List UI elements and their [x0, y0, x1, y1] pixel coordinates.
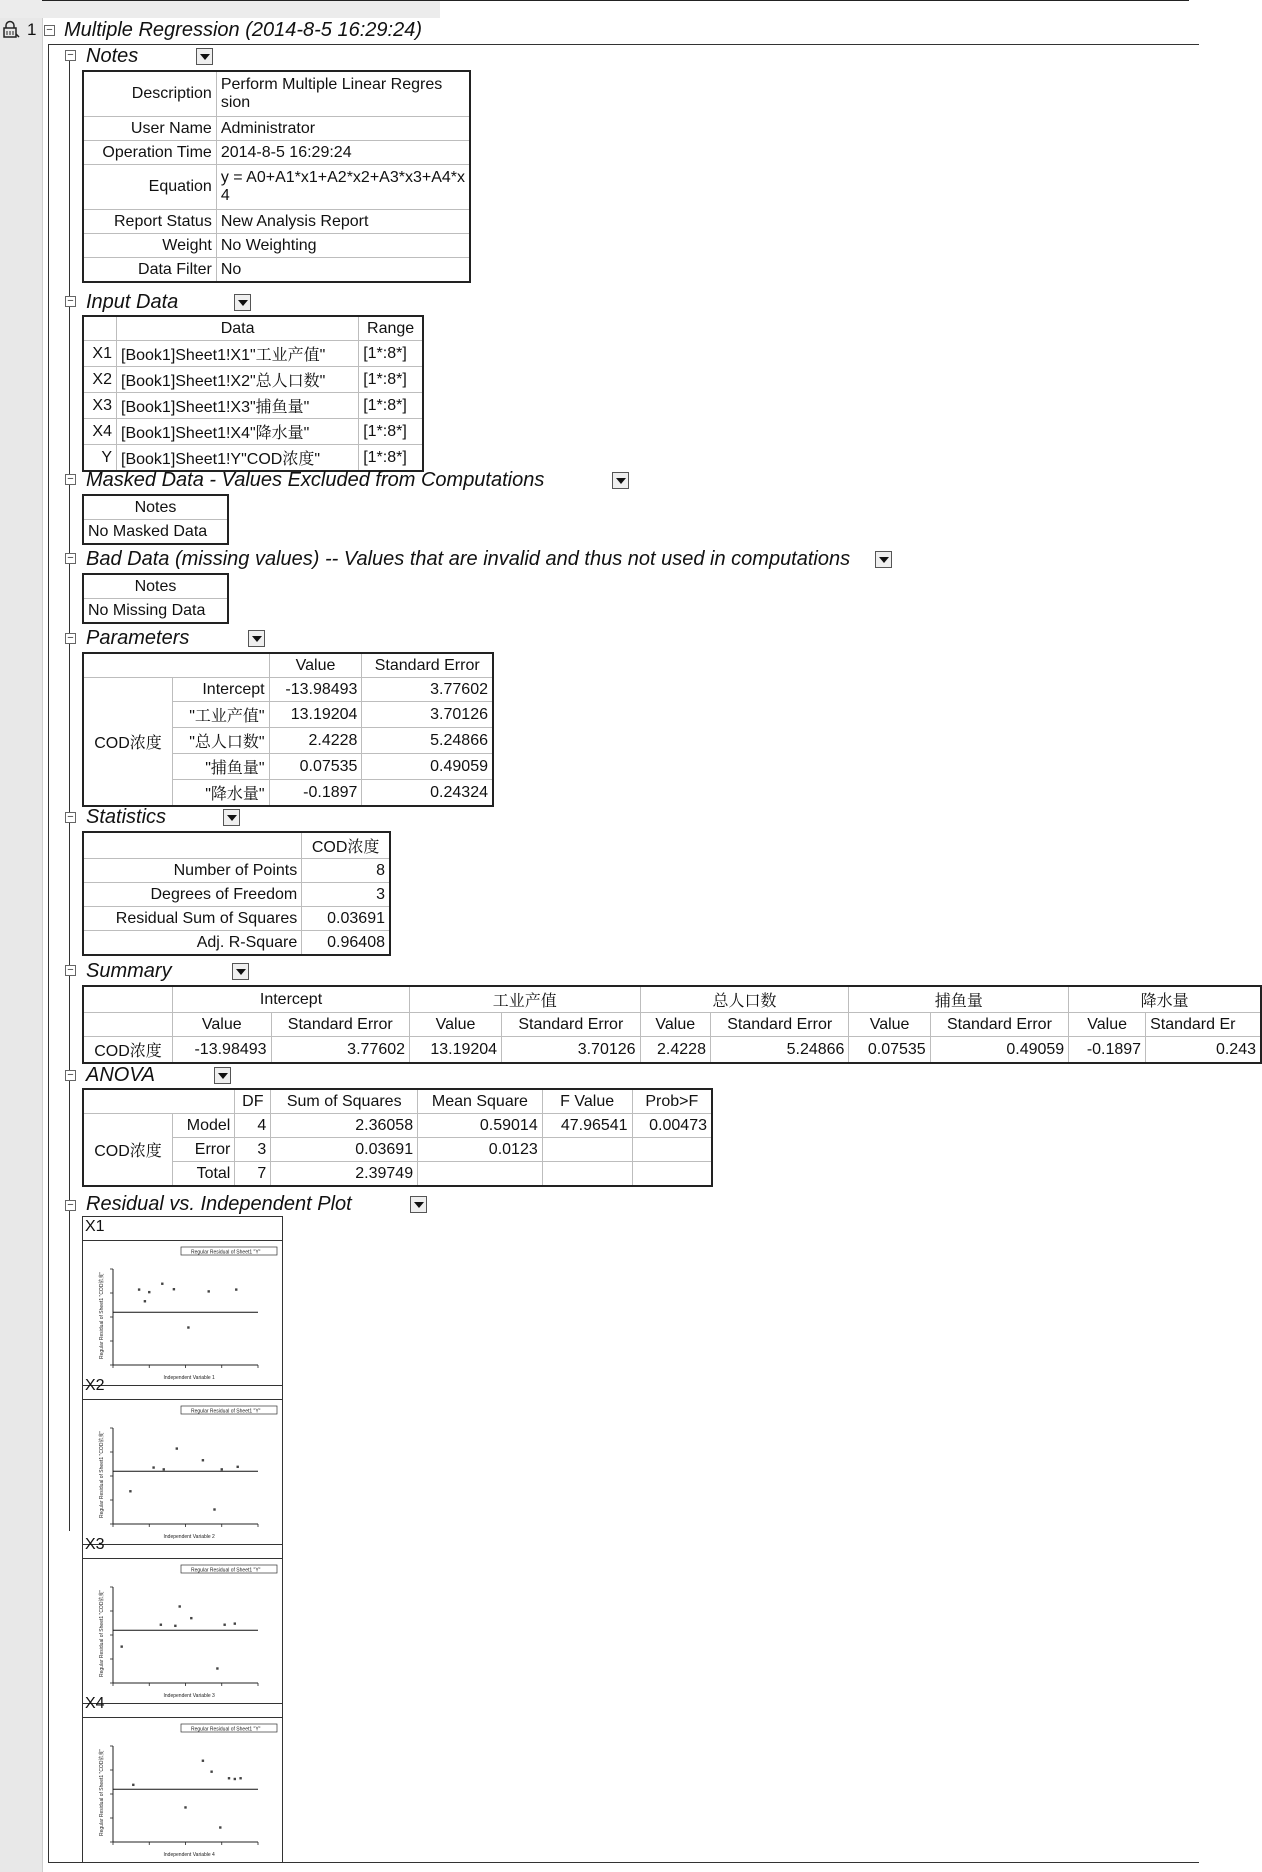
input-data-cell: [Book1]Sheet1!X4"降水量" [117, 419, 359, 445]
residual-title: Residual vs. Independent Plot [86, 1193, 352, 1215]
plot-label: X4 [85, 1695, 105, 1712]
residual-plot-svg [83, 1718, 282, 1862]
summary-table [82, 985, 1262, 1064]
residual-plot-x2[interactable] [82, 1399, 283, 1545]
anova-f: 47.96541 [542, 1114, 632, 1138]
summary-cell: 13.19204 [410, 1037, 502, 1064]
collapse-anova-icon[interactable]: − [65, 1070, 76, 1081]
plot-legend-text: Regular Residual of Sheet1 "Y" [191, 1726, 261, 1733]
corner-cell [83, 653, 269, 678]
plot-point [163, 1468, 165, 1470]
summary-cell: 3.77602 [271, 1037, 409, 1064]
notes-label: Data Filter [83, 258, 216, 283]
summary-sub-header: Standard Error [271, 1013, 409, 1037]
col-header: Value [269, 653, 362, 678]
plot-point [129, 1490, 131, 1492]
input-data-cell: [Book1]Sheet1!X3"捕鱼量" [117, 393, 359, 419]
parameters-dropdown-button[interactable] [248, 630, 265, 647]
input-data-dropdown-button[interactable] [234, 294, 251, 311]
input-range-cell: [1*:8*] [359, 341, 423, 367]
plot-point [148, 1291, 150, 1293]
summary-sub-header: Value [1069, 1013, 1146, 1037]
stat-value: 0.03691 [302, 907, 390, 931]
notes-label: Operation Time [83, 141, 216, 165]
plot-point [202, 1459, 204, 1461]
col-header: Data [117, 316, 359, 341]
summary-dropdown-button[interactable] [232, 963, 249, 980]
bad-data-value: No Missing Data [83, 599, 228, 624]
anova-ss: 0.03691 [271, 1138, 418, 1162]
collapse-statistics-icon[interactable]: − [65, 812, 76, 823]
summary-cell: -13.98493 [173, 1037, 272, 1064]
collapse-bad-icon[interactable]: − [65, 553, 76, 564]
col-header: Notes [83, 574, 228, 599]
summary-cell: 0.49059 [930, 1037, 1068, 1064]
residual-plot-svg [83, 1400, 282, 1544]
anova-f [542, 1138, 632, 1162]
plot-point [234, 1778, 236, 1780]
plot-point [208, 1290, 210, 1292]
summary-sub-header: Value [640, 1013, 710, 1037]
param-se: 3.77602 [362, 678, 493, 702]
anova-ms: 0.59014 [418, 1114, 543, 1138]
notes-value: Administrator [216, 117, 470, 141]
anova-ms: 0.0123 [418, 1138, 543, 1162]
col-header: Notes [83, 495, 228, 520]
residual-plot-x1[interactable] [82, 1240, 283, 1386]
row-header: X4 [83, 419, 117, 445]
param-name: Intercept [173, 678, 270, 702]
summary-sub-header: Standard Error [710, 1013, 848, 1037]
stat-value: 3 [302, 883, 390, 907]
masked-dropdown-button[interactable] [612, 472, 629, 489]
anova-p: 0.00473 [632, 1114, 712, 1138]
notes-value: No Weighting [216, 234, 470, 258]
summary-sub-header: Value [173, 1013, 272, 1037]
row-header: X3 [83, 393, 117, 419]
corner-cell [83, 1089, 235, 1114]
notes-value-line: sion [220, 94, 251, 111]
plot-point [190, 1617, 192, 1619]
report-title: Multiple Regression (2014-8-5 16:29:24) [64, 19, 422, 41]
statistics-dropdown-button[interactable] [223, 809, 240, 826]
summary-title: Summary [86, 960, 172, 982]
plot-point [152, 1466, 154, 1468]
param-se: 0.24324 [362, 780, 493, 807]
plot-point [237, 1466, 239, 1468]
notes-title: Notes [86, 45, 139, 67]
notes-label: Description [83, 71, 216, 117]
plot-y-label: Regular Residual of Sheet1 "COD浓度" [99, 1589, 105, 1677]
residual-plot-x3[interactable] [82, 1558, 283, 1704]
plot-point [160, 1624, 162, 1626]
parameters-title: Parameters [86, 627, 190, 649]
masked-value: No Masked Data [83, 520, 228, 545]
plot-point [228, 1777, 230, 1779]
parameters-table [82, 652, 494, 807]
masked-title: Masked Data - Values Excluded from Computations [86, 469, 545, 491]
anova-source: Total [173, 1162, 235, 1187]
anova-ss: 2.39749 [271, 1162, 418, 1187]
anova-p [632, 1138, 712, 1162]
input-range-cell: [1*:8*] [359, 419, 423, 445]
corner-cell [83, 316, 117, 341]
col-header: Prob>F [632, 1089, 712, 1114]
input-data-table [82, 315, 424, 472]
plot-point [187, 1326, 189, 1328]
row-header: X2 [83, 367, 117, 393]
anova-df: 4 [235, 1114, 271, 1138]
plot-legend-text: Regular Residual of Sheet1 "Y" [191, 1249, 261, 1256]
input-data-cell: [Book1]Sheet1!X1"工业产值" [117, 341, 359, 367]
input-data-cell: [Book1]Sheet1!Y"COD浓度" [117, 445, 359, 472]
corner-cell [83, 1013, 173, 1037]
plot-point [121, 1645, 123, 1647]
anova-ss: 2.36058 [271, 1114, 418, 1138]
top-divider [42, 0, 1189, 1]
plot-point [174, 1625, 176, 1627]
notes-value: New Analysis Report [216, 210, 470, 234]
left-gutter [0, 0, 43, 1872]
input-data-title: Input Data [86, 291, 179, 313]
summary-sub-header: Standard Error [502, 1013, 640, 1037]
plot-point [176, 1447, 178, 1449]
residual-plot-x4[interactable] [82, 1717, 283, 1863]
stat-name: Residual Sum of Squares [83, 907, 302, 931]
plot-point [221, 1468, 223, 1470]
bad-data-title: Bad Data (missing values) -- Values that are invalid and thus not used in computations [86, 548, 851, 570]
anova-f [542, 1162, 632, 1187]
statistics-table [82, 831, 391, 956]
collapse-parameters-icon[interactable]: − [65, 633, 76, 644]
col-header: Standard Error [362, 653, 493, 678]
plot-point [213, 1508, 215, 1510]
plot-point [184, 1806, 186, 1808]
plot-point [235, 1288, 237, 1290]
param-name: "降水量" [173, 780, 270, 807]
notes-value-line: Perform Multiple Linear Regres [220, 76, 443, 93]
summary-group-header: 总人口数 [640, 986, 849, 1013]
summary-sub-header: Standard Er [1146, 1013, 1261, 1037]
summary-cell: 5.24866 [710, 1037, 848, 1064]
notes-value [216, 165, 470, 210]
corner-cell [83, 832, 302, 859]
input-range-cell: [1*:8*] [359, 367, 423, 393]
summary-sub-header: Standard Error [930, 1013, 1068, 1037]
anova-source: Model [173, 1114, 235, 1138]
param-name: "工业产值" [173, 702, 270, 728]
param-value: 0.07535 [269, 754, 362, 780]
summary-group-header: 捕鱼量 [849, 986, 1069, 1013]
param-name: "捕鱼量" [173, 754, 270, 780]
plot-point [144, 1300, 146, 1302]
collapse-residual-icon[interactable]: − [65, 1200, 76, 1211]
summary-sub-header: Value [410, 1013, 502, 1037]
summary-group-header: 降水量 [1069, 986, 1261, 1013]
col-header: F Value [542, 1089, 632, 1114]
notes-label: User Name [83, 117, 216, 141]
notes-label: Equation [83, 165, 216, 210]
stat-name: Number of Points [83, 859, 302, 883]
collapse-notes-icon[interactable]: − [65, 50, 76, 61]
notes-label: Report Status [83, 210, 216, 234]
notes-value-line: 4 [220, 187, 230, 204]
notes-value [216, 71, 470, 117]
plot-point [219, 1826, 221, 1828]
plot-point [223, 1624, 225, 1626]
masked-table [82, 494, 229, 545]
collapse-report-icon[interactable]: − [44, 25, 55, 36]
group-label: COD浓度 [83, 1114, 173, 1187]
group-label: COD浓度 [83, 678, 173, 807]
residual-plot-svg [83, 1559, 282, 1703]
anova-dropdown-button[interactable] [214, 1067, 231, 1084]
input-data-cell: [Book1]Sheet1!X2"总人口数" [117, 367, 359, 393]
param-se: 5.24866 [362, 728, 493, 754]
param-value: 2.4228 [269, 728, 362, 754]
bad-data-dropdown-button[interactable] [875, 551, 892, 568]
row-header: X1 [83, 341, 117, 367]
row-number: 1 [27, 20, 37, 39]
plot-point [216, 1667, 218, 1669]
notes-value-line: y = A0+A1*x1+A2*x2+A3*x3+A4*x [220, 169, 465, 186]
plot-point [239, 1777, 241, 1779]
summary-row-label: COD浓度 [83, 1037, 173, 1064]
summary-cell: -0.1897 [1069, 1037, 1146, 1064]
stat-name: Adj. R-Square [83, 931, 302, 956]
plot-point [179, 1605, 181, 1607]
input-range-cell: [1*:8*] [359, 445, 423, 472]
stat-value: 0.96408 [302, 931, 390, 956]
param-value: -13.98493 [269, 678, 362, 702]
param-se: 3.70126 [362, 702, 493, 728]
plot-legend-text: Regular Residual of Sheet1 "Y" [191, 1567, 261, 1574]
notes-table [82, 70, 471, 283]
plot-x-label: Independent Variable 3 [163, 1693, 215, 1699]
statistics-title: Statistics [86, 806, 167, 828]
plot-legend-text: Regular Residual of Sheet1 "Y" [191, 1408, 261, 1415]
summary-clip [82, 985, 1256, 1061]
summary-group-header: 工业产值 [410, 986, 641, 1013]
plot-y-label: Regular Residual of Sheet1 "COD浓度" [99, 1430, 105, 1518]
col-header: Range [359, 316, 423, 341]
notes-value: 2014-8-5 16:29:24 [216, 141, 470, 165]
param-name: "总人口数" [173, 728, 270, 754]
anova-p [632, 1162, 712, 1187]
plot-y-label: Regular Residual of Sheet1 "COD浓度" [99, 1748, 105, 1836]
summary-cell: 0.243 [1146, 1037, 1261, 1064]
summary-sub-header: Value [849, 1013, 930, 1037]
collapse-masked-icon[interactable]: − [65, 474, 76, 485]
plot-point [202, 1760, 204, 1762]
plot-point [132, 1784, 134, 1786]
col-header: Mean Square [418, 1089, 543, 1114]
anova-source: Error [173, 1138, 235, 1162]
summary-cell: 2.4228 [640, 1037, 710, 1064]
notes-label: Weight [83, 234, 216, 258]
plot-label: X3 [85, 1536, 105, 1553]
residual-dropdown-button[interactable] [410, 1196, 427, 1213]
param-value: -0.1897 [269, 780, 362, 807]
collapse-summary-icon[interactable]: − [65, 965, 76, 976]
anova-title: ANOVA [86, 1064, 155, 1086]
plot-label: X1 [85, 1218, 105, 1235]
plot-point [138, 1288, 140, 1290]
plot-point [161, 1283, 163, 1285]
plot-label: X2 [85, 1377, 105, 1394]
col-header: Sum of Squares [271, 1089, 418, 1114]
anova-ms [418, 1162, 543, 1187]
stat-value: 8 [302, 859, 390, 883]
corner-cell [83, 986, 173, 1013]
top-strip [0, 0, 440, 18]
summary-cell: 3.70126 [502, 1037, 640, 1064]
col-header: DF [235, 1089, 271, 1114]
col-header: COD浓度 [302, 832, 390, 859]
stat-name: Degrees of Freedom [83, 883, 302, 907]
plot-point [210, 1770, 212, 1772]
summary-cell: 0.07535 [849, 1037, 930, 1064]
plot-point [173, 1288, 175, 1290]
lock-icon[interactable] [2, 22, 20, 38]
anova-table [82, 1088, 713, 1187]
input-range-cell: [1*:8*] [359, 393, 423, 419]
anova-df: 7 [235, 1162, 271, 1187]
plot-y-label: Regular Residual of Sheet1 "COD浓度" [99, 1271, 105, 1359]
collapse-input-icon[interactable]: − [65, 296, 76, 307]
plot-x-label: Independent Variable 4 [163, 1852, 215, 1858]
param-value: 13.19204 [269, 702, 362, 728]
bad-data-table [82, 573, 229, 624]
residual-plot-svg [83, 1241, 282, 1385]
notes-value: No [216, 258, 470, 283]
row-header: Y [83, 445, 117, 472]
tree-line [69, 61, 70, 1531]
plot-point [234, 1622, 236, 1624]
summary-group-header: Intercept [173, 986, 410, 1013]
param-se: 0.49059 [362, 754, 493, 780]
plot-x-label: Independent Variable 2 [163, 1534, 215, 1540]
anova-df: 3 [235, 1138, 271, 1162]
plot-x-label: Independent Variable 1 [163, 1375, 215, 1381]
notes-dropdown-button[interactable] [196, 48, 213, 65]
